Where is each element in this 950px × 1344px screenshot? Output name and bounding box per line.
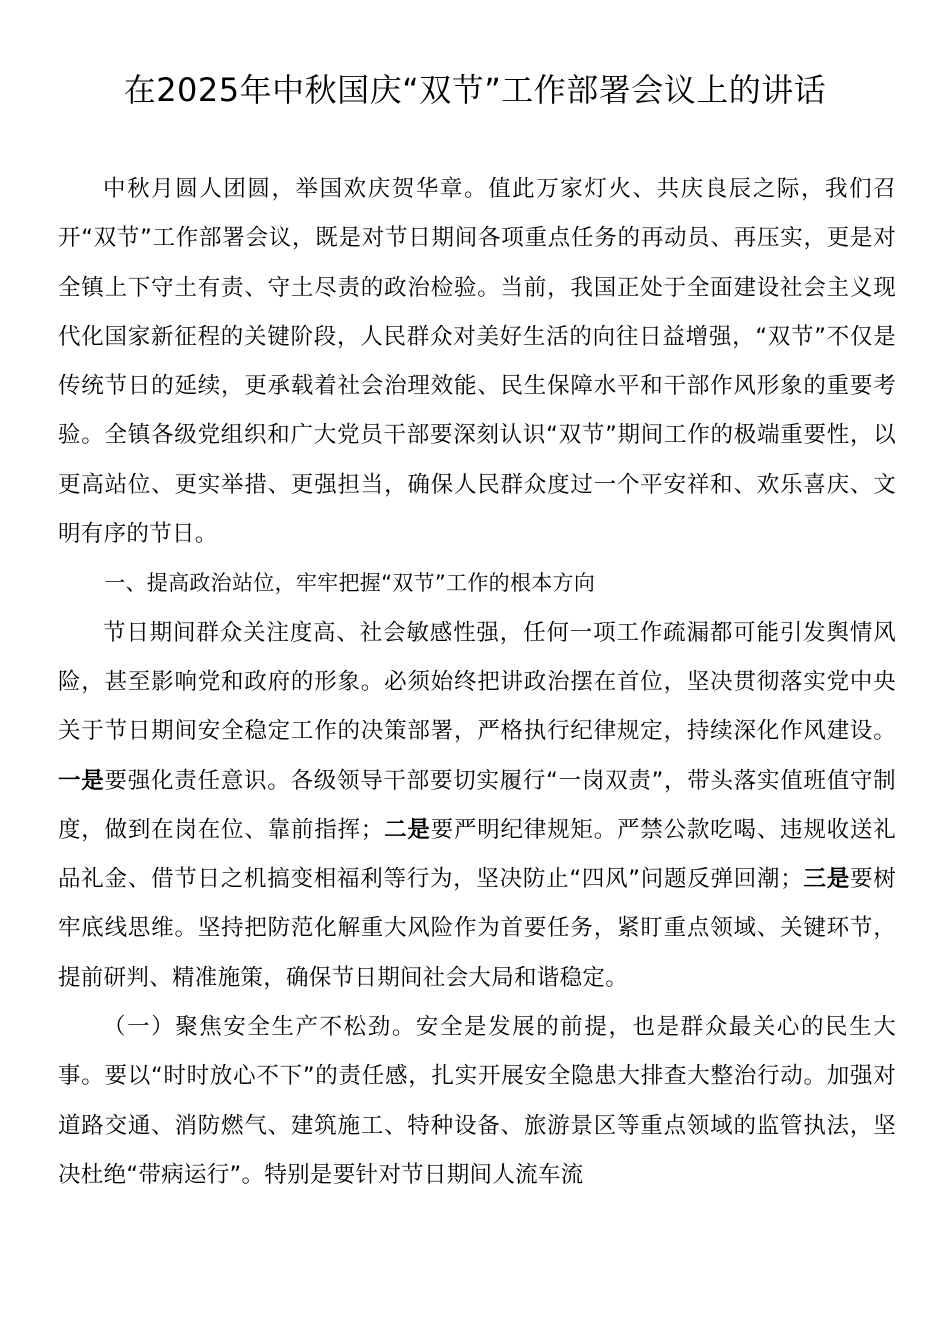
point-2-text: 要严明纪律规矩。严禁公款吃喝、违规收送礼品礼金、借节日之机搞变相福利等行为，坚决防止“四风”问题反弹回潮； (58, 816, 896, 893)
subsection-1-paragraph: （一）聚焦安全生产不松劲。安全是发展的前提，也是群众最关心的民生大事。要以“时时放心不下”的责任感，扎实开展安全隐患大排查大整治行动。加强对道路交通、消防燃气、建筑施工、特种设备、旅游景区等重点领域的监管执法，坚决杜绝“带病运行”。特别是要针对节日期间人流车流 (58, 1014, 896, 1188)
point-1-label: 一是 (58, 767, 105, 794)
section-1-heading: 一、提高政治站位，牢牢把握“双节”工作的根本方向 (104, 571, 596, 596)
point-3-label: 三是 (803, 866, 850, 893)
document-body (58, 165, 896, 1200)
section-1-paragraph-lead: 节日期间群众关注度高、社会敏感性强，任何一项工作疏漏都可能引发舆情风险，甚至影响党和政府的形象。必须始终把讲政治摆在首位，坚决贯彻落实党中央关于节日期间安全稳定工作的决策部署，严格执行纪律规定，持续深化作风建设。 (58, 619, 896, 745)
section-1-paragraph (58, 609, 896, 1003)
point-2-label: 二是 (383, 816, 431, 843)
intro-paragraph: 中秋月圆人团圆，举国欢庆贺华章。值此万家灯火、共庆良辰之际，我们召开“双节”工作部署会议，既是对节日期间各项重点任务的再动员、再压实，更是对全镇上下守土有责、守土尽责的政治检验。当前，我国正处于全面建设社会主义现代化国家新征程的关键阶段，人民群众对美好生活的向往日益增强，“双节”不仅是传统节日的延续，更承载着社会治理效能、民生保障水平和干部作风形象的重要考验。全镇各级党组织和广大党员干部要深刻认识“双节”期间工作的极端重要性，以更高站位、更实举措、更强担当，确保人民群众度过一个平安祥和、欢乐喜庆、文明有序的节日。 (58, 176, 896, 548)
point-3-text: 要树牢底线思维。坚持把防范化解重大风险作为首要任务，紧盯重点领域、关键环节，提前研判、精准施策，确保节日期间社会大局和谐稳定。 (58, 866, 896, 991)
document-title: 在2025年中秋国庆“双节”工作部署会议上的讲话 (123, 71, 827, 109)
point-1-text: 要强化责任意识。各级领导干部要切实履行“一岗双责”，带头落实值班值守制度，做到在岗在位、靠前指挥； (58, 767, 896, 843)
